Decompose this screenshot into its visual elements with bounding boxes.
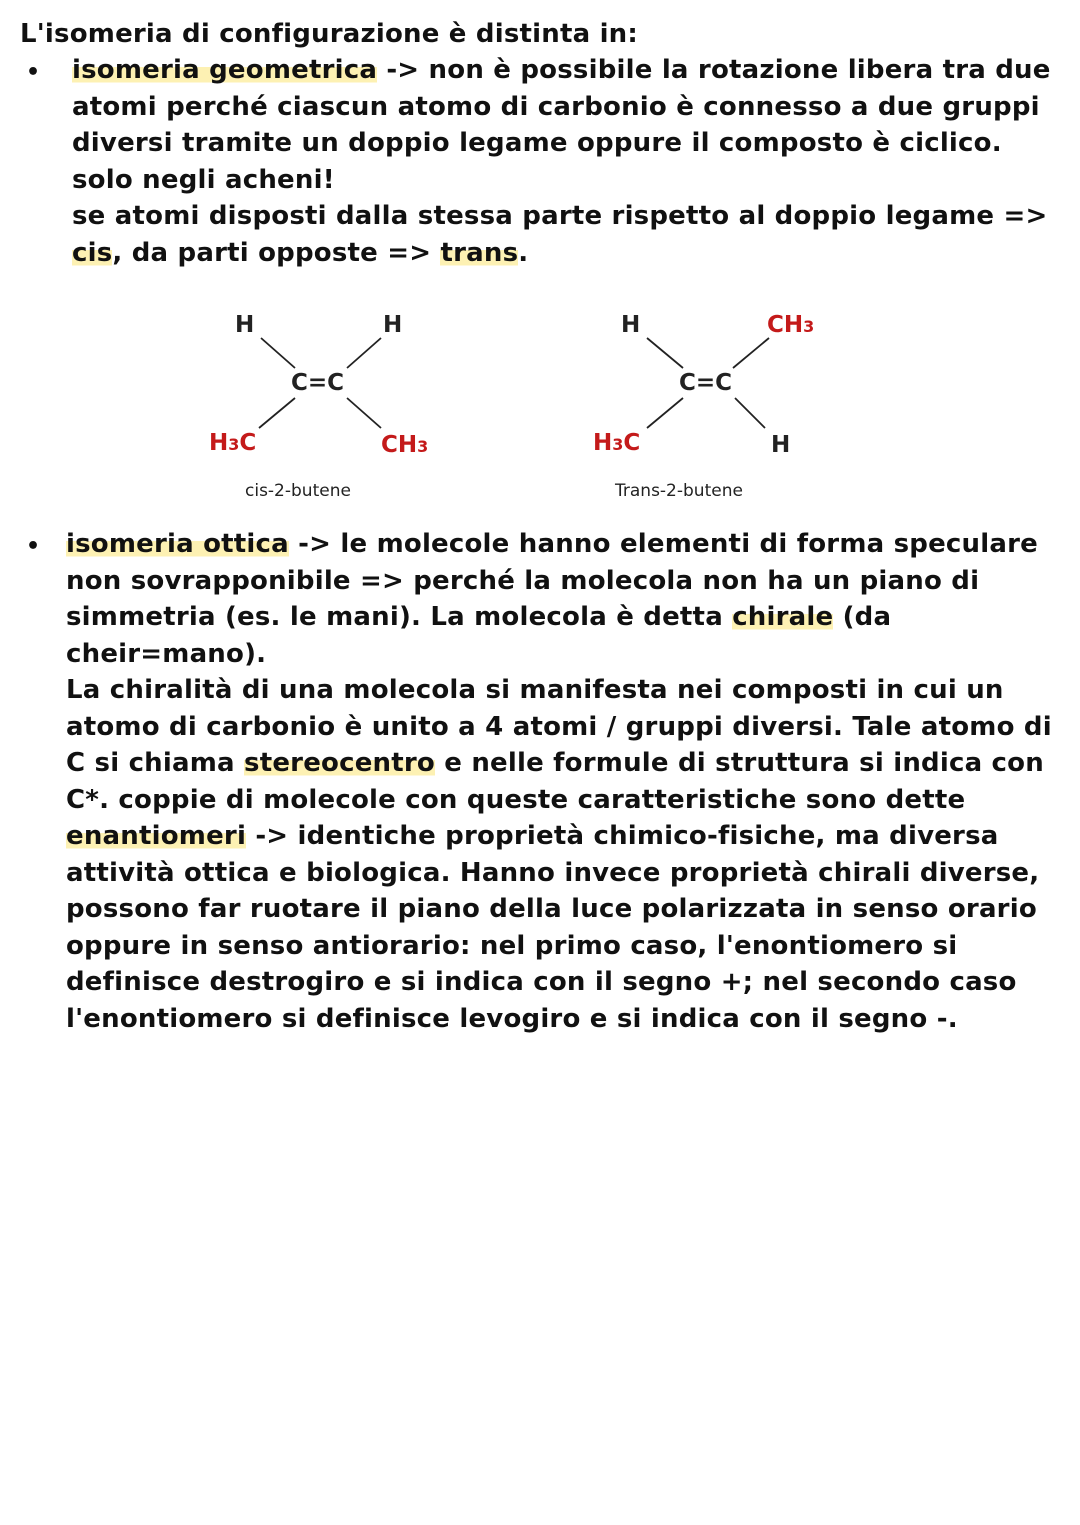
term-geometric: isomeria geometrica (72, 55, 378, 85)
geometric-paragraph (72, 52, 1062, 198)
cis-trans-paragraph (72, 198, 1062, 271)
trans-double-bond: C=C (679, 370, 733, 396)
cis-caption: cis-2-butene (245, 481, 351, 501)
optical-paragraph-1 (66, 526, 1062, 672)
geometric-text-2: se atomi disposti dalla stessa parte rispetto al doppio legame => (72, 201, 1048, 231)
geometric-text-4: . (518, 237, 529, 268)
geometric-section (72, 52, 1062, 271)
term-enantiomeri: enantiomeri (66, 821, 247, 851)
cis-top-left-atom: H (235, 312, 255, 338)
geometric-text-3: , da parti opposte => (112, 237, 441, 268)
optical-paragraph-2 (66, 672, 1062, 1037)
cis-double-bond: C=C (291, 370, 345, 396)
cis-top-right-atom: H (383, 312, 403, 338)
cis-bottom-left-group: H3C (209, 430, 257, 456)
optical-text-5: -> identiche proprietà chimico-fisiche, ma diversa attività ottica e biologica. Hanno invece proprietà chirali diverse, possono far ruotare il piano della luce polarizzata in senso orario oppure in senso antiorario: nel primo caso, l'enontiomero si definisce destrogiro e si indica con il segno +; nel secondo caso l'enontiomero si definisce levogiro e si indica con il segno -. (66, 821, 1040, 1034)
trans-bottom-left-group: H3C (593, 430, 641, 456)
optical-section (66, 526, 1062, 1037)
optical-text-3: La chiralità di una molecola si manifesta nei composti in cui un atomo di carbonio è unito a 4 atomi / gruppi diversi. Tale atomo di C si chiama (66, 675, 1052, 778)
optical-text-1: -> le molecole hanno elementi di forma speculare non sovrapponibile => perché la molecola non ha un piano di simmetria (es. le mani). La molecola è detta (66, 529, 1038, 632)
optical-text-2: (da cheir=mano). (66, 602, 892, 669)
bullet-optical: • (26, 534, 41, 559)
term-chirale: chirale (732, 602, 834, 632)
trans-butene-diagram (585, 300, 845, 510)
cis-bottom-right-group: CH3 (381, 432, 429, 458)
geometric-text-1: -> non è possibile la rotazione libera tra due atomi perché ciascun atomo di carbonio è connesso a due gruppi diversi tramite un doppio legame oppure il composto è ciclico. solo negli acheni! (72, 55, 1051, 195)
trans-top-left-atom: H (621, 312, 641, 338)
intro-heading: L'isomeria di configurazione è distinta in: (20, 19, 638, 49)
optical-text-4: e nelle formule di struttura si indica con C*. coppie di molecole con queste caratteristiche sono dette (66, 748, 1044, 815)
trans-caption: Trans-2-butene (615, 481, 743, 501)
term-cis: cis (72, 237, 113, 268)
term-stereocentro: stereocentro (244, 748, 435, 778)
cis-butene-diagram (195, 300, 455, 510)
term-optical: isomeria ottica (66, 529, 289, 559)
trans-top-right-group: CH3 (767, 312, 815, 338)
bullet-geometric: • (26, 60, 41, 85)
trans-bottom-right-atom: H (771, 432, 791, 458)
term-trans: trans (440, 237, 519, 268)
